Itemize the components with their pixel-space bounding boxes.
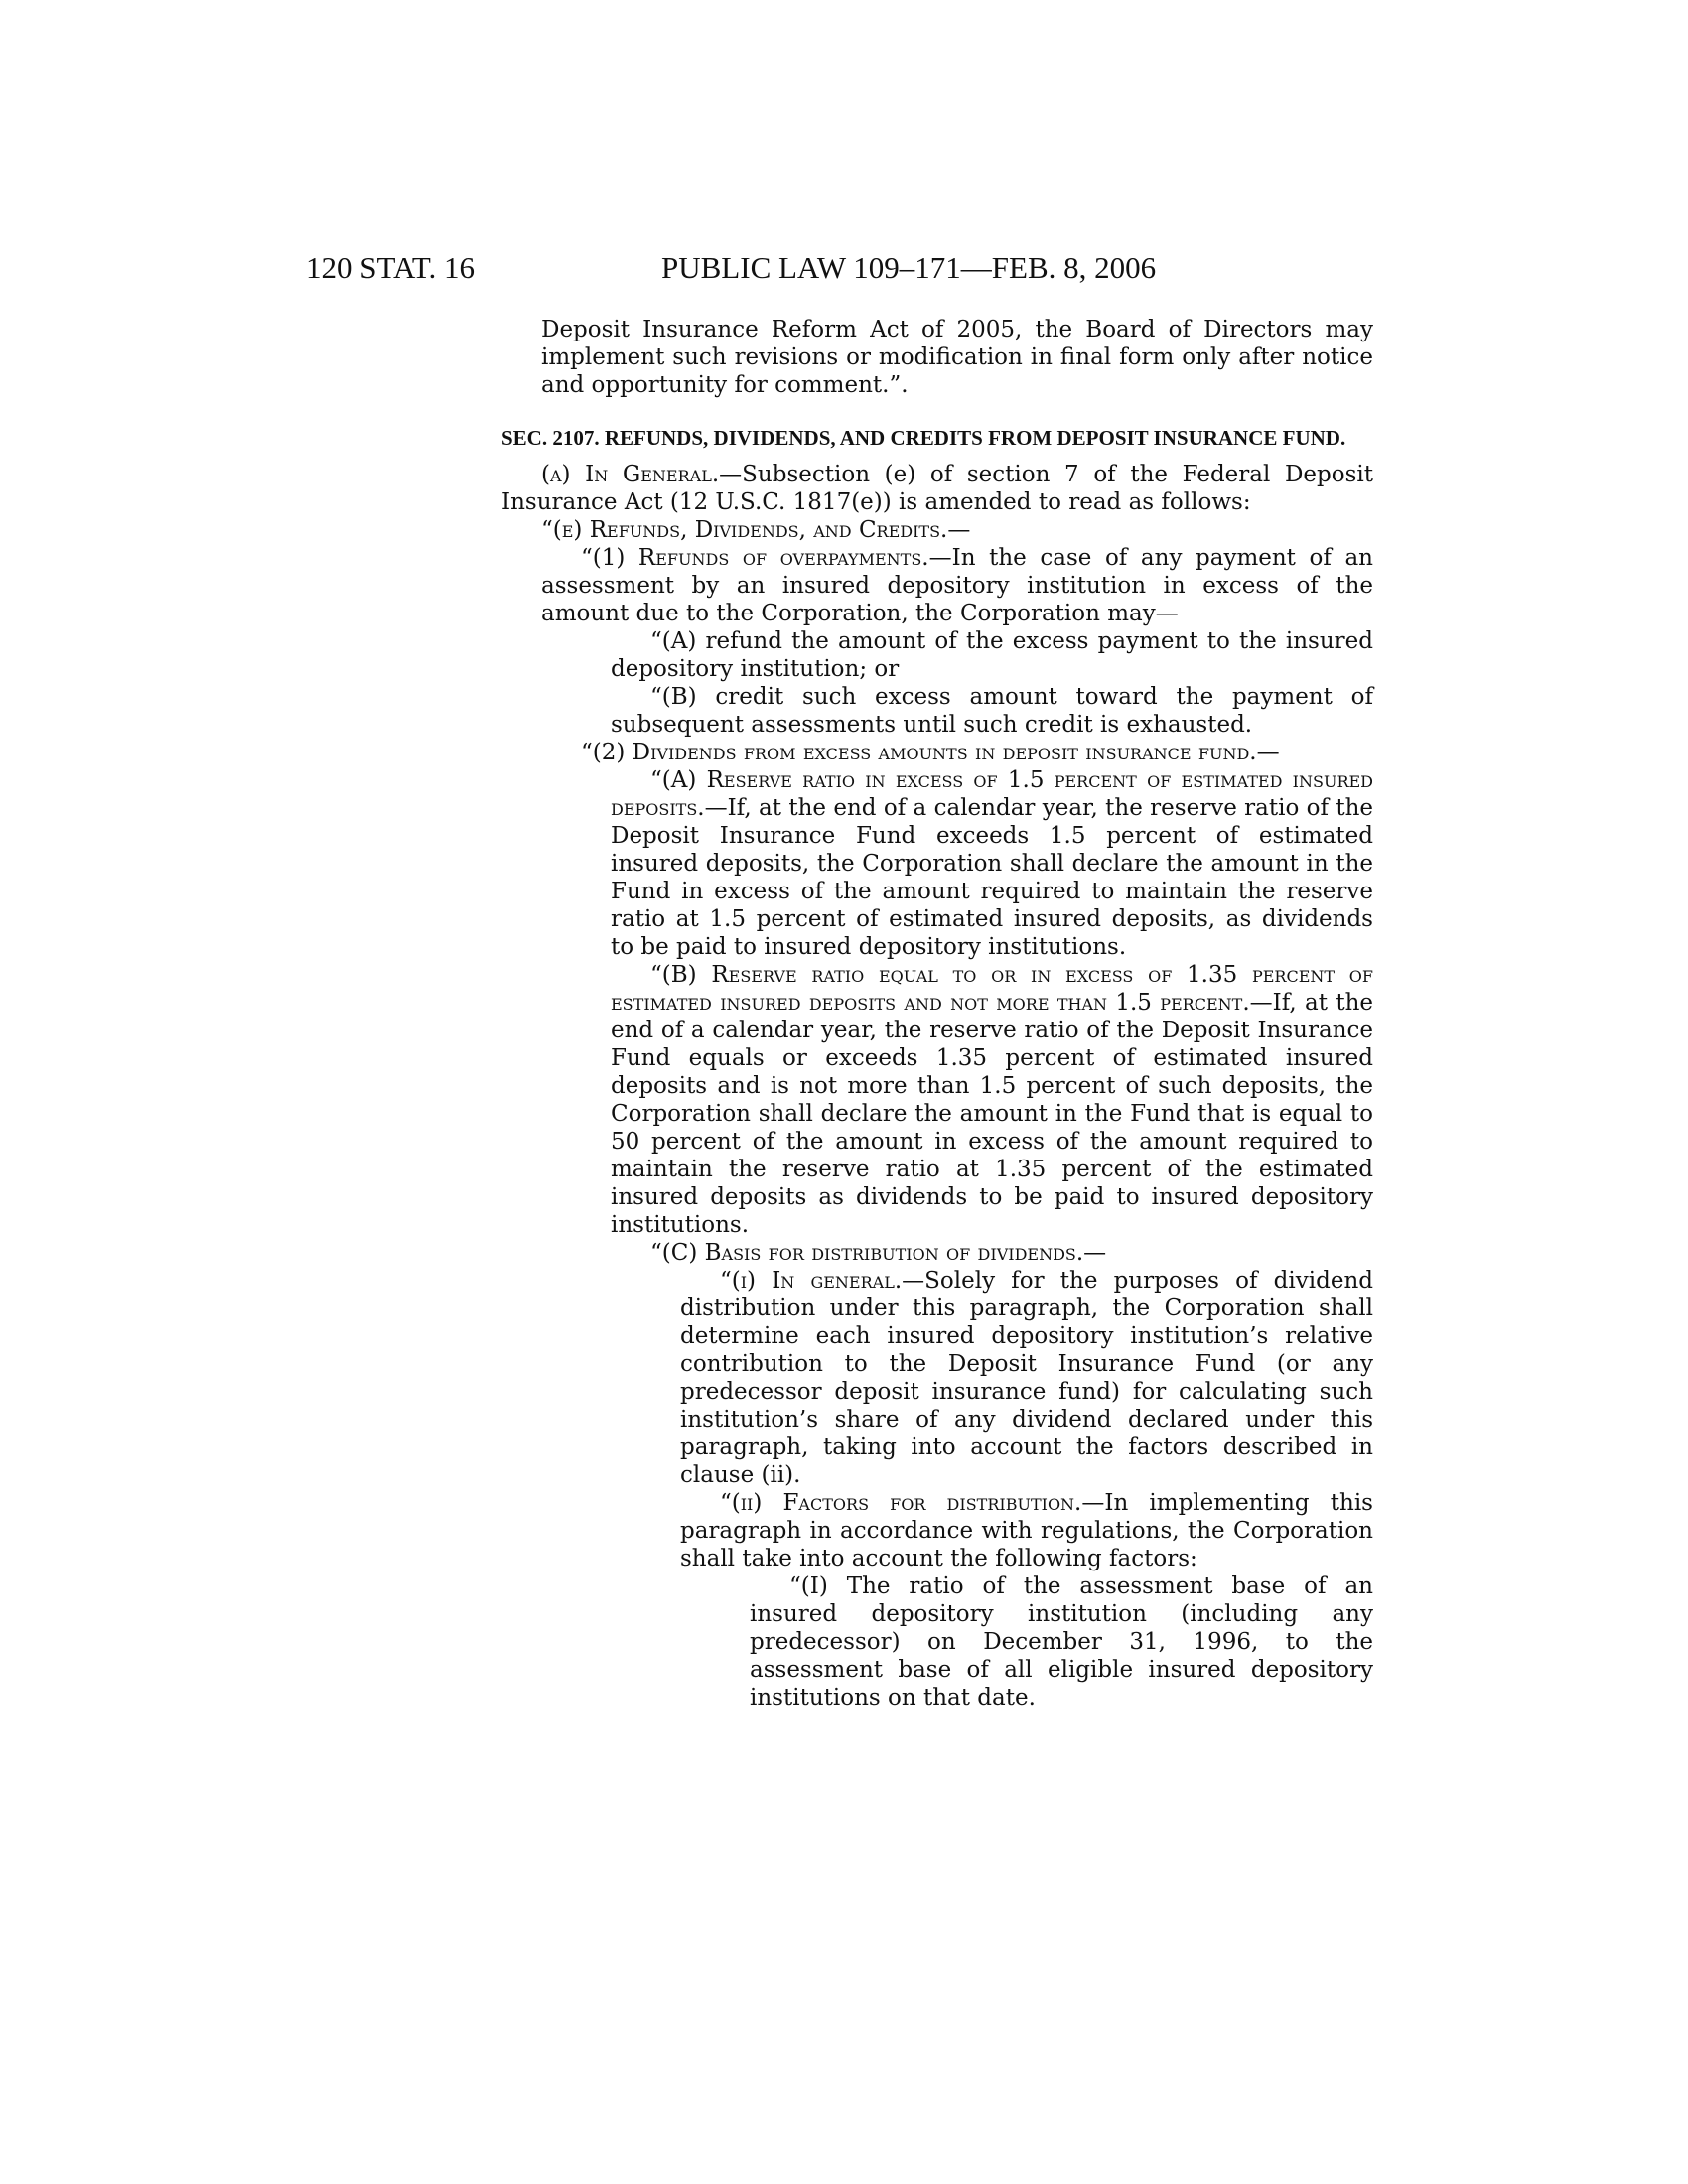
subsection-e-heading: “(e) Refunds, Dividends, and Credits.— (541, 517, 971, 543)
paragraph-2-heading: “(2) Dividends from excess amounts in deposit insurance fund.— (581, 740, 1280, 765)
running-head: PUBLIC LAW 109–171—FEB. 8, 2006 (661, 250, 1157, 285)
paragraph-1-text: —In the case of any payment of an assessment by an insured depository institution in excess of the amount due to the Corporation, the Corporation may— (541, 545, 1373, 626)
clause-ii-text: —In implementing this paragraph in accordance with regulations, the Corporation shall take into account the following factors: (680, 1490, 1373, 1571)
paragraph-1-label: “(1) Refunds of overpayments. (581, 545, 929, 571)
paragraph-2-B (611, 961, 1373, 1239)
clause-i (680, 1267, 1373, 1489)
subsection-a-text: —Subsection (e) of section 7 of the Federal Deposit Insurance Act (12 U.S.C. 1817(e)) is amended to read as follows: (501, 462, 1374, 515)
paragraph-2-B-label: “(B) Reserve ratio equal to or in excess of 1.35 percent of estimated insured deposits and not more than 1.5 percent. (611, 962, 1373, 1016)
paragraph-2-C-heading: “(C) Basis for distribution of dividends.— (650, 1240, 1107, 1266)
paragraph-2-A-text: —If, at the end of a calendar year, the reserve ratio of the Deposit Insurance Fund exceeds 1.5 percent of estimated insured deposits, the Corporation shall declare the amount in the Fund in excess of the amount required to maintain the reserve ratio at 1.5 percent of estimated insured deposits, as dividends to be paid to insured depository institutions. (611, 795, 1373, 960)
paragraph-1-A: “(A) refund the amount of the excess payment to the insured depository institution; or (611, 628, 1373, 682)
paragraph-2-B-text: —If, at the end of a calendar year, the reserve ratio of the Deposit Insurance Fund equals or exceeds 1.35 percent of estimated insured deposits and is not more than 1.5 percent of such deposits, the Corporation shall declare the amount in the Fund that is equal to 50 percent of the amount in excess of the amount required to maintain the reserve ratio at 1.35 percent of the estimated insured deposits as dividends to be paid to insured depository institutions. (611, 990, 1373, 1238)
clause-ii-label: “(ii) Factors for distribution. (720, 1490, 1082, 1516)
paragraph-2-A (611, 766, 1373, 961)
subsection-a-label: (a) In General. (541, 462, 720, 487)
paragraph-1-B: “(B) credit such excess amount toward the payment of subsequent assessments until such credit is exhausted. (611, 684, 1373, 738)
subclause-I: “(I) The ratio of the assessment base of an insured depository institution (including any predecessor) on December 31, 1996, to the assessment base of all eligible insured depository institutions on that date. (750, 1573, 1373, 1710)
statute-page-number: 120 STAT. 16 (306, 250, 476, 285)
paragraph-2-A-label: “(A) Reserve ratio in excess of 1.5 percent of estimated insured deposits. (611, 767, 1373, 821)
clause-i-text: —Solely for the purposes of dividend distribution under this paragraph, the Corporation shall determine each insured depository institution’s relative contribution to the Deposit Insurance Fund (or any predecessor deposit insurance fund) for calculating such institution’s share of any dividend declared under this paragraph, taking into account the factors described in clause (ii). (680, 1268, 1373, 1488)
continuation-paragraph: Deposit Insurance Reform Act of 2005, the Board of Directors may implement such revisions or modification in final form only after notice and opportunity for comment.”. (541, 317, 1373, 398)
main-text-column (501, 316, 1373, 1711)
subsection-a (501, 461, 1373, 516)
section-heading: SEC. 2107. REFUNDS, DIVIDENDS, AND CREDITS FROM DEPOSIT INSURANCE FUND. (501, 426, 1346, 450)
clause-ii (680, 1489, 1373, 1572)
paragraph-1 (541, 544, 1373, 627)
clause-i-label: “(i) In general. (720, 1268, 903, 1294)
